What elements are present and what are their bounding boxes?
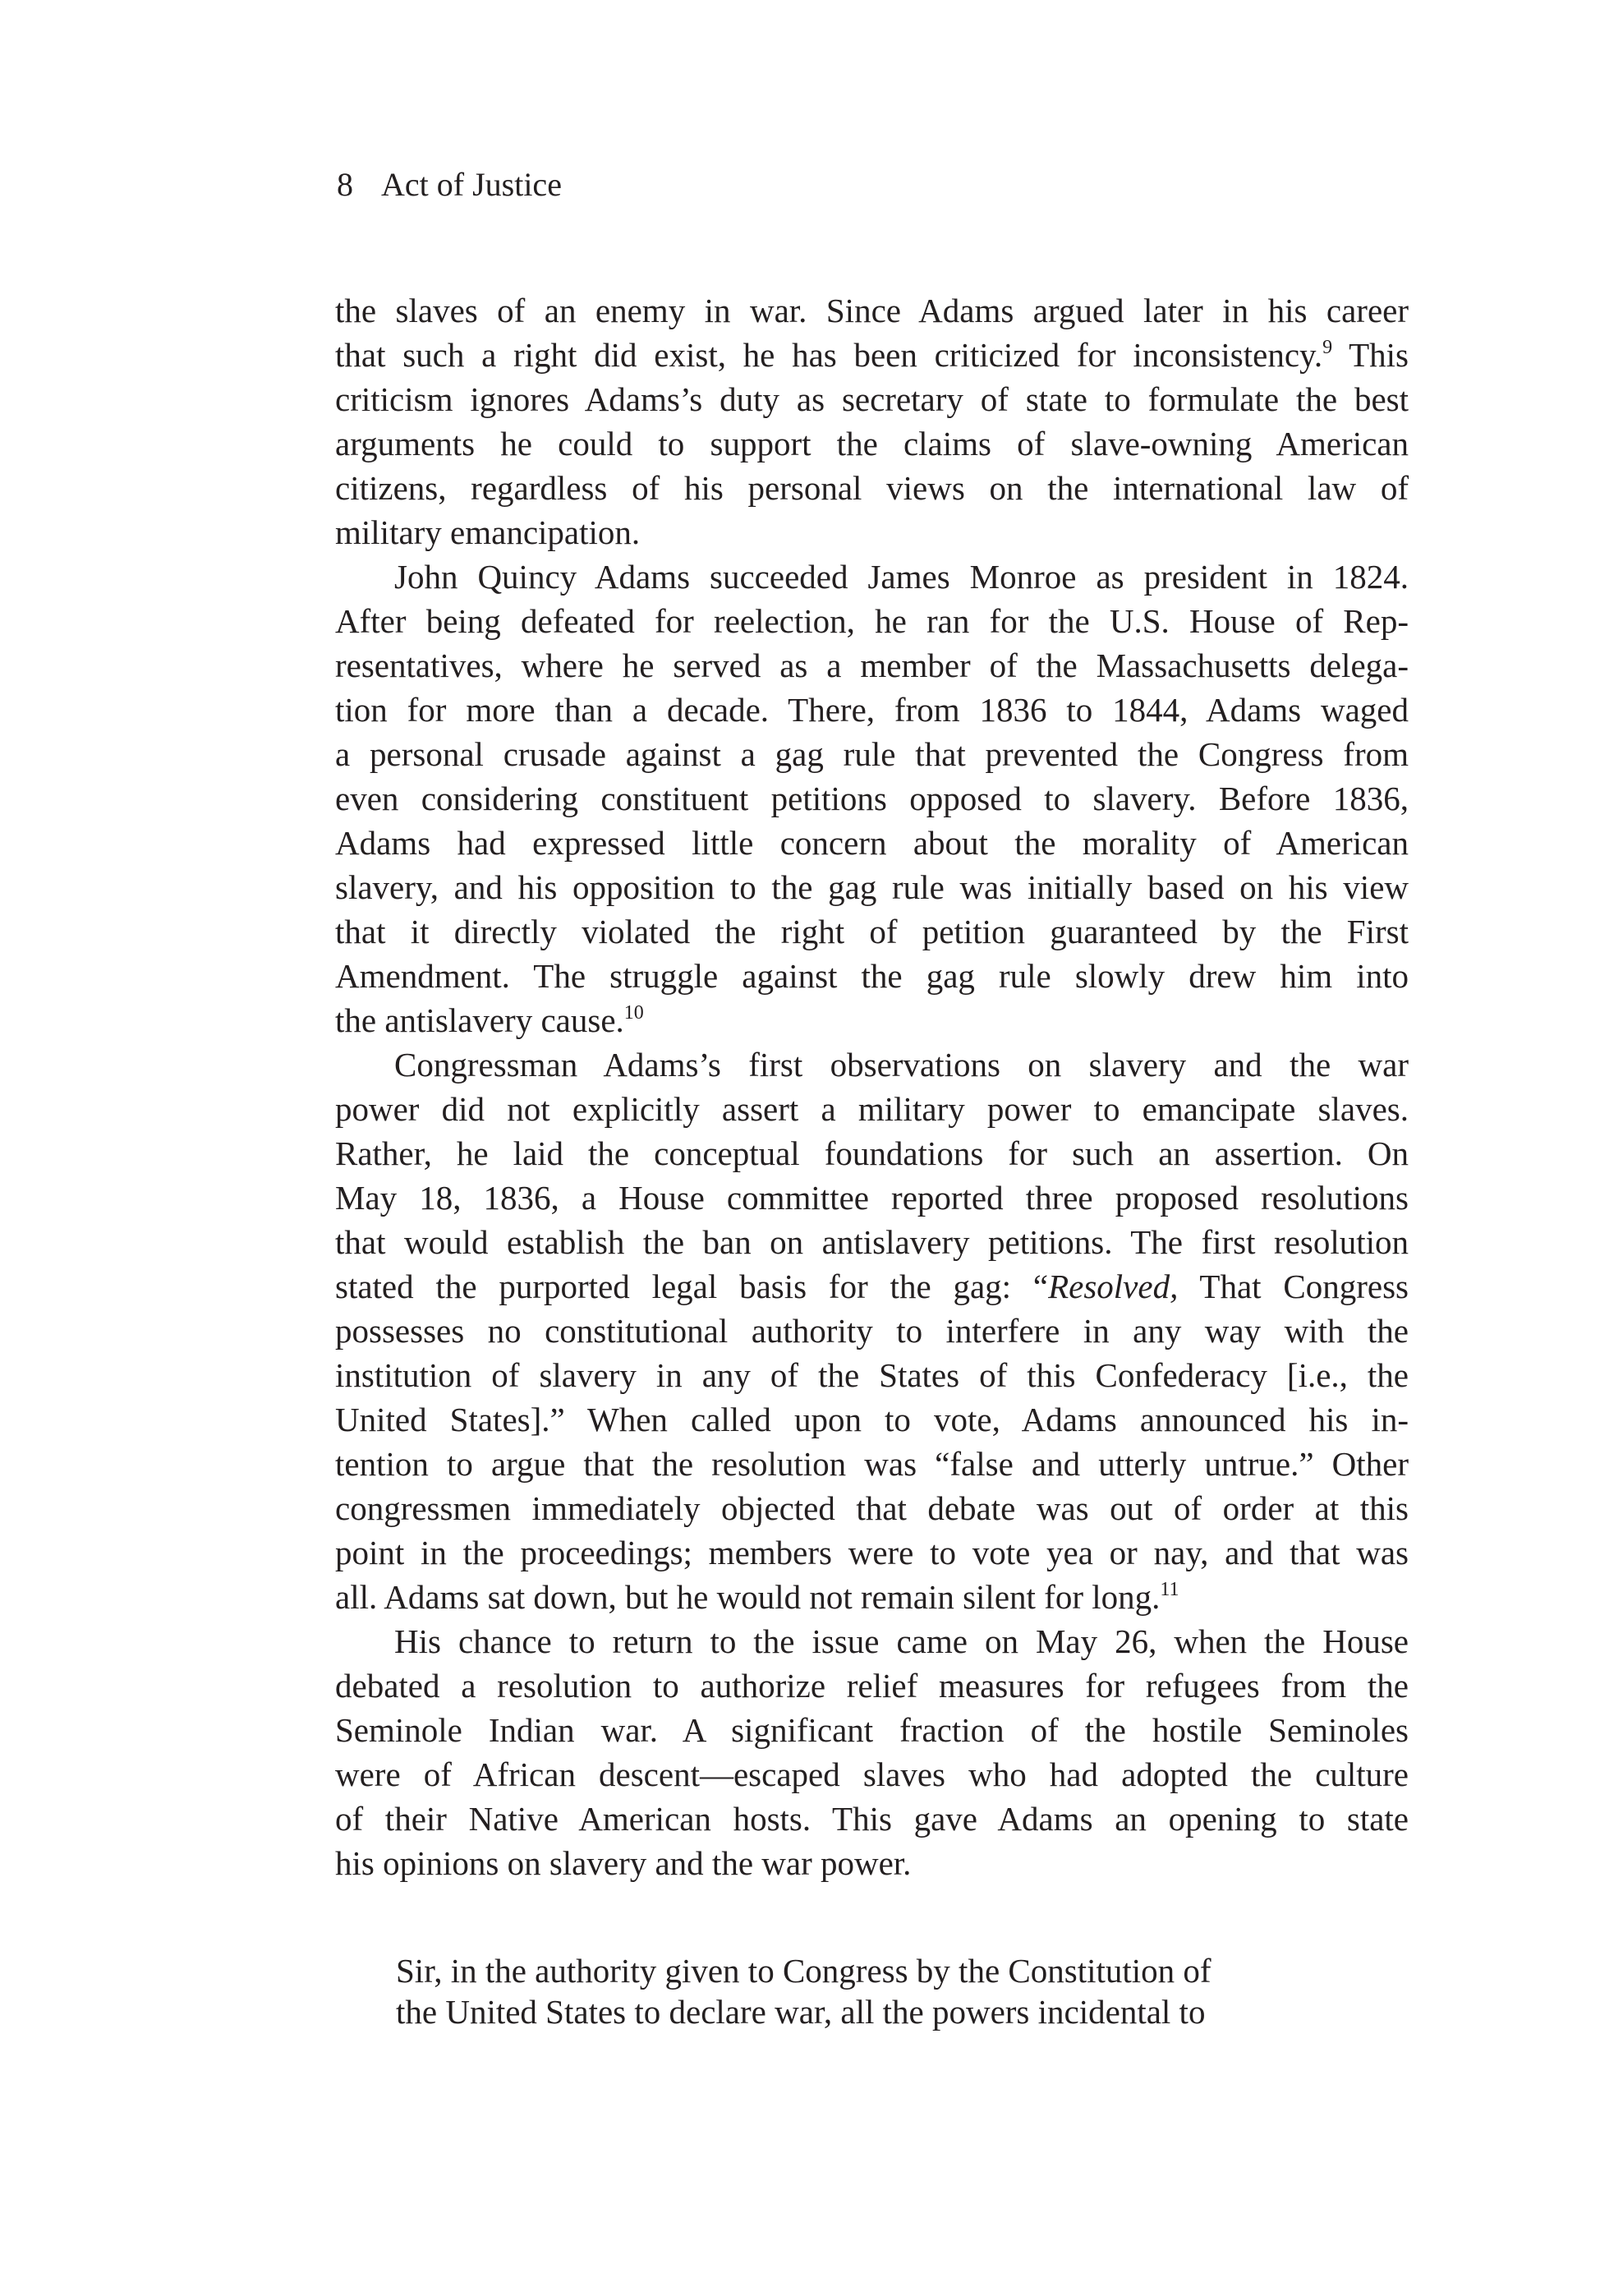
text-segment: After being defeated for reelection, he ran for the U.S. House of Rep- xyxy=(335,602,1409,640)
text-line xyxy=(396,1949,1358,1993)
text-line xyxy=(394,1042,1409,1087)
text-line xyxy=(335,776,1409,821)
text-segment: stated the purported legal basis for the gag: “ xyxy=(335,1268,1049,1305)
text-segment: a personal crusade against a gag rule that prevented the Congress from xyxy=(335,735,1409,773)
text-line xyxy=(335,643,1409,688)
text-segment: congressmen immediately objected that debate was out of order at this xyxy=(335,1489,1409,1527)
text-segment: slavery, and his opposition to the gag rule was initially based on his view xyxy=(335,868,1409,906)
text-segment: citizens, regardless of his personal views on the international law of xyxy=(335,469,1409,507)
text-segment: arguments he could to support the claims of slave-owning American xyxy=(335,425,1409,462)
text-line xyxy=(335,1176,1409,1220)
text-line xyxy=(335,1797,1409,1841)
text-segment: the slaves of an enemy in war. Since Adams argued later in his career xyxy=(335,292,1409,329)
text-line xyxy=(335,466,1409,510)
text-line xyxy=(335,288,1409,333)
text-segment: that it directly violated the right of petition guaranteed by the First xyxy=(335,913,1409,950)
footnote-ref[interactable]: 10 xyxy=(623,1002,644,1024)
footnote-ref[interactable]: 9 xyxy=(1322,337,1333,358)
text-segment: Sir, in the authority given to Congress by the Constitution of xyxy=(396,1952,1212,1990)
text-line xyxy=(335,1575,1409,1619)
text-line xyxy=(335,688,1409,732)
text-segment: of their Native American hosts. This gave Adams an opening to state xyxy=(335,1800,1409,1838)
text-segment: debated a resolution to authorize relief measures for refugees from the xyxy=(335,1667,1409,1705)
text-line xyxy=(335,732,1409,776)
text-segment: May 18, 1836, a House committee reported three proposed resolutions xyxy=(335,1179,1409,1217)
text-line xyxy=(335,599,1409,643)
text-line xyxy=(335,377,1409,421)
text-line xyxy=(394,1619,1409,1663)
text-segment: tion for more than a decade. There, from 1836 to 1844, Adams waged xyxy=(335,691,1409,729)
text-line xyxy=(335,1486,1409,1530)
text-line xyxy=(335,1752,1409,1797)
text-line xyxy=(335,1397,1409,1442)
text-segment: his opinions on slavery and the war power. xyxy=(335,1844,912,1882)
text-line xyxy=(335,1663,1409,1708)
text-segment: Adams had expressed little concern about the morality of American xyxy=(335,824,1409,862)
text-segment: that such a right did exist, he has been criticized for inconsistency. xyxy=(335,336,1323,374)
text-segment: tention to argue that the resolution was “false and utterly untrue.” Other xyxy=(335,1445,1409,1483)
text-segment: United States].” When called upon to vote, Adams announced his in- xyxy=(335,1401,1409,1438)
text-segment: That Congress xyxy=(1178,1268,1409,1305)
text-segment: point in the proceedings; members were to vote yea or nay, and that was xyxy=(335,1534,1409,1571)
text-segment: Congressman Adams’s first observations on slavery and the war xyxy=(394,1046,1409,1084)
text-segment: military emancipation. xyxy=(335,513,641,551)
text-line xyxy=(335,1841,1409,1885)
text-line xyxy=(335,1087,1409,1131)
text-segment: that would establish the ban on antislavery petitions. The first resolution xyxy=(335,1223,1409,1261)
text-segment: Seminole Indian war. A significant fraction of the hostile Seminoles xyxy=(335,1711,1409,1749)
text-line xyxy=(335,1220,1409,1264)
text-line xyxy=(335,1530,1409,1575)
text-line xyxy=(335,1264,1409,1309)
text-line xyxy=(335,1131,1409,1176)
text-line xyxy=(335,333,1409,377)
text-line xyxy=(335,865,1409,909)
text-line xyxy=(335,510,1409,554)
text-segment: the antislavery cause. xyxy=(335,1001,624,1039)
text-line xyxy=(335,1309,1409,1353)
text-line xyxy=(335,1708,1409,1752)
text-segment: were of African descent—escaped slaves who had adopted the culture xyxy=(335,1755,1409,1793)
text-segment: John Quincy Adams succeeded James Monroe as president in 1824. xyxy=(394,558,1409,596)
text-segment: power did not explicitly assert a military power to emancipate slaves. xyxy=(335,1090,1409,1128)
text-segment: This xyxy=(1332,336,1409,374)
text-segment: Amendment. The struggle against the gag rule slowly drew him into xyxy=(335,957,1409,995)
text-segment: all. Adams sat down, but he would not remain silent for long. xyxy=(335,1578,1161,1616)
footnote-ref[interactable]: 11 xyxy=(1160,1579,1179,1600)
text-segment: resentatives, where he served as a member of the Massachusetts delega- xyxy=(335,646,1409,684)
text-segment: His chance to return to the issue came on May 26, when the House xyxy=(394,1622,1409,1660)
text-segment: institution of slavery in any of the States of this Confederacy [i.e., the xyxy=(335,1356,1409,1394)
text-line xyxy=(394,554,1409,599)
text-line xyxy=(335,954,1409,998)
text-segment: even considering constituent petitions opposed to slavery. Before 1836, xyxy=(335,780,1409,817)
text-line xyxy=(335,998,1409,1042)
text-segment: Rather, he laid the conceptual foundations for such an assertion. On xyxy=(335,1134,1409,1172)
text-line xyxy=(335,421,1409,466)
page-number: 8 xyxy=(337,166,353,203)
italic-text: Resolved, xyxy=(1048,1268,1179,1305)
text-line xyxy=(335,909,1409,954)
text-line xyxy=(335,821,1409,865)
running-head: Act of Justice xyxy=(381,166,562,203)
text-line xyxy=(396,1990,1358,2034)
text-segment: the United States to declare war, all the powers incidental to xyxy=(396,1993,1206,2031)
text-segment: criticism ignores Adams’s duty as secretary of state to formulate the best xyxy=(335,380,1409,418)
text-line xyxy=(335,1353,1409,1397)
text-segment: possesses no constitutional authority to interfere in any way with the xyxy=(335,1312,1409,1350)
text-line xyxy=(335,1442,1409,1486)
